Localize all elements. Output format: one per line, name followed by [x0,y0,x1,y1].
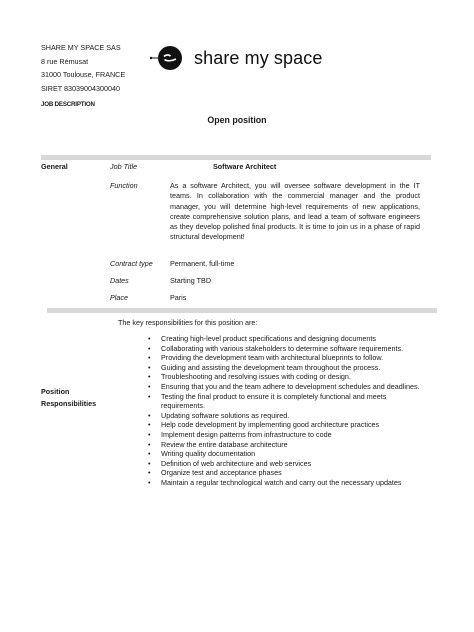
bullet-icon: • [148,468,151,478]
general-section-label: General [41,162,68,171]
place-value: Paris [170,293,187,302]
bullet-icon: • [148,353,151,363]
bullet-icon: • [148,477,151,487]
section-divider-general [41,155,431,160]
logo-icon [150,44,188,72]
responsibility-text: Testing the final product to ensure it is completely functional and meets requirements. [161,391,387,411]
responsibility-text: Updating software solutions as required. [161,410,290,420]
responsibility-item [148,440,423,450]
company-address-block [41,41,125,95]
bullet-icon: • [148,439,151,449]
responsibility-text: Collaborating with various stakeholders to determine software requirements. [161,343,404,353]
bullet-icon: • [148,334,151,343]
bullet-icon: • [148,420,151,430]
bullet-icon: • [148,391,151,401]
bullet-icon: • [148,381,151,391]
responsibility-text: Guiding and assisting the development team throughout the process. [161,362,381,372]
job-title-value: Software Architect [213,162,277,171]
responsibility-text: Maintain a regular technological watch and carry out the necessary updates [161,477,402,487]
bullet-icon: • [148,372,151,382]
function-label: Function [110,181,138,190]
responsibility-item [148,334,423,344]
responsibility-item [148,411,423,421]
company-street: 8 rue Rémusat [41,56,89,66]
responsibility-item [148,353,423,363]
company-name: SHARE MY SPACE SAS [41,43,121,52]
logo-wordmark: share my space [194,47,323,68]
responsibility-text: Implement design patterns from infrastructure to code [161,429,332,439]
responsibility-item [148,382,423,392]
contract-type-value: Permanent, full-time [170,259,235,268]
responsibilities-label-line2: Responsibilities [41,399,97,408]
section-divider-responsibilities [47,308,437,313]
dates-value: Starting TBD [170,276,212,285]
responsibilities-intro: The key responsibilities for this position are: [118,318,258,327]
responsibilities-list [148,334,423,488]
document-type-label: JOB DESCRIPTION [41,101,95,108]
responsibility-item [148,420,423,430]
responsibility-text: Help code development by implementing good architecture practices [161,420,380,430]
responsibility-item [148,372,423,382]
responsibility-text: Writing quality documentation [161,449,256,459]
company-city: 31000 Toulouse, FRANCE [41,70,126,80]
company-logo [150,44,322,72]
responsibility-item [148,468,423,478]
bullet-icon: • [148,429,151,439]
responsibility-text: Troubleshooting and resolving issues with coding or design. [161,372,351,382]
responsibilities-section-label [41,386,96,410]
contract-type-label: Contract type [110,259,153,268]
responsibility-item [148,459,423,469]
responsibility-text: Creating high-level product specifications and designing documents [161,334,376,343]
responsibility-item [148,449,423,459]
responsibility-item [148,392,423,411]
function-description: As a software Architect, you will oversee software development in the IT teams. In collaboration with the commercial manager and the product manager, you will determine high-level requirements of new applications, create comprehensive solution plans, and lead a team of software engineers as they develop polished final products. It is time to join us in a phase of rapid structural development! [170,181,420,242]
responsibility-text: Definition of web architecture and web services [161,458,312,468]
bullet-icon: • [148,449,151,459]
bullet-icon: • [148,343,151,353]
place-label: Place [110,293,128,302]
page-title: Open position [207,115,267,125]
company-siret: SIRET 83039004300040 [41,83,120,93]
bullet-icon: • [148,458,151,468]
responsibility-item [148,363,423,373]
responsibility-text: Providing the development team with architectural blueprints to follow. [161,353,384,363]
bullet-icon: • [148,362,151,372]
responsibility-item [148,344,423,354]
responsibility-text: Ensuring that you and the team adhere to development schedules and deadlines. [161,381,420,391]
responsibility-item [148,430,423,440]
responsibility-text: Review the entire database architecture [161,439,288,449]
dates-label: Dates [110,276,129,285]
responsibility-text: Organize test and acceptance phases [161,468,282,478]
bullet-icon: • [148,410,151,420]
responsibility-item [148,478,423,488]
job-title-label: Job Title [110,162,138,171]
responsibilities-label-line1: Position [41,387,70,396]
